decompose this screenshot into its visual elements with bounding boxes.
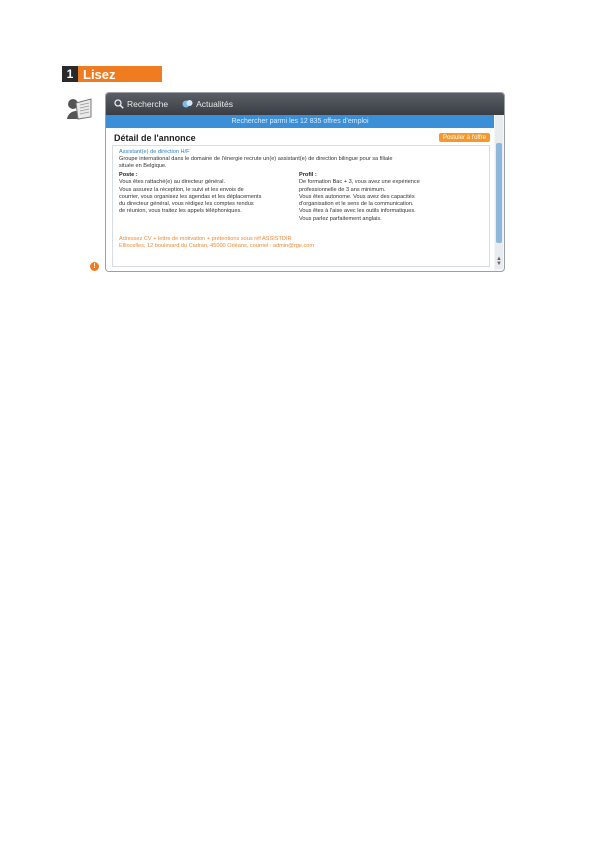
poste-line: de réunion, vous traitez les appels téléphoniques. [119, 208, 242, 215]
detail-title: Détail de l'annonce [114, 133, 196, 143]
profil-line: Vous parlez parfaitement anglais. [299, 215, 382, 222]
section-number: 1 [62, 66, 78, 82]
search-bar-text: Rechercher parmi les 12 835 offres d'emploi [231, 118, 369, 125]
top-nav-bar [106, 93, 504, 115]
nav-recherche[interactable] [114, 99, 168, 109]
nav-recherche-label: Recherche [127, 99, 169, 109]
profil-line: Vous êtes autonome. Vous avez des capacités [299, 193, 415, 200]
content-area [106, 128, 494, 271]
apply-line: Adressez CV + lettre de motivation + prétentions sous réf ASSISTDIR [119, 236, 292, 242]
section-header [62, 66, 162, 82]
profil-column [299, 172, 449, 223]
apply-button[interactable]: Postuler à l'offre [439, 133, 490, 142]
info-bullet-icon: ! [90, 262, 99, 271]
profil-line: Vous êtes à l'aise avec les outils informatiques. [299, 208, 416, 215]
poste-column [119, 172, 269, 216]
apply-address-line: Ellincelles, 12 boulevard du Cadran, 45000 Orléans, courriel : admin@rge.com [119, 243, 315, 250]
search-bar[interactable] [106, 115, 494, 128]
poste-line: courrier, vous organisez les agendas et les déplacements [119, 193, 262, 200]
section-title: Lisez [83, 66, 116, 82]
scrollbar[interactable] [495, 115, 503, 269]
job-intro: Groupe international dans le domaine de l'énergie recrute un(e) assistant(e) de direction bilingue pour sa filiale située en Belgique. [119, 156, 393, 170]
scrollbar-thumb[interactable] [496, 143, 502, 243]
news-icon [182, 99, 193, 109]
poste-line: Vous assurez la réception, le suivi et les envois de [119, 186, 244, 193]
profil-line: professionnelle de 3 ans minimum. [299, 186, 386, 193]
job-card [112, 145, 490, 267]
profil-line: De formation Bac + 3, vous avez une expérience [299, 179, 420, 186]
job-title[interactable]: Assistant(e) de direction H/F [119, 149, 190, 155]
reading-book-icon [64, 95, 94, 121]
scroll-arrows-icon[interactable]: ▲ ▼ [496, 256, 502, 267]
nav-actualites-label: Actualités [196, 99, 233, 109]
poste-heading: Poste : [119, 172, 138, 178]
profil-heading: Profil : [299, 172, 317, 178]
poste-line: du directeur général, vous rédigez les comptes rendus [119, 201, 254, 208]
apply-instructions [119, 236, 314, 251]
poste-line: Vous êtes rattaché(e) au directeur général. [119, 179, 226, 186]
nav-actualites[interactable] [182, 99, 233, 109]
search-icon [114, 99, 124, 109]
profil-line: d'organisation et le sens de la communication. [299, 201, 414, 208]
job-board-window [105, 92, 505, 272]
